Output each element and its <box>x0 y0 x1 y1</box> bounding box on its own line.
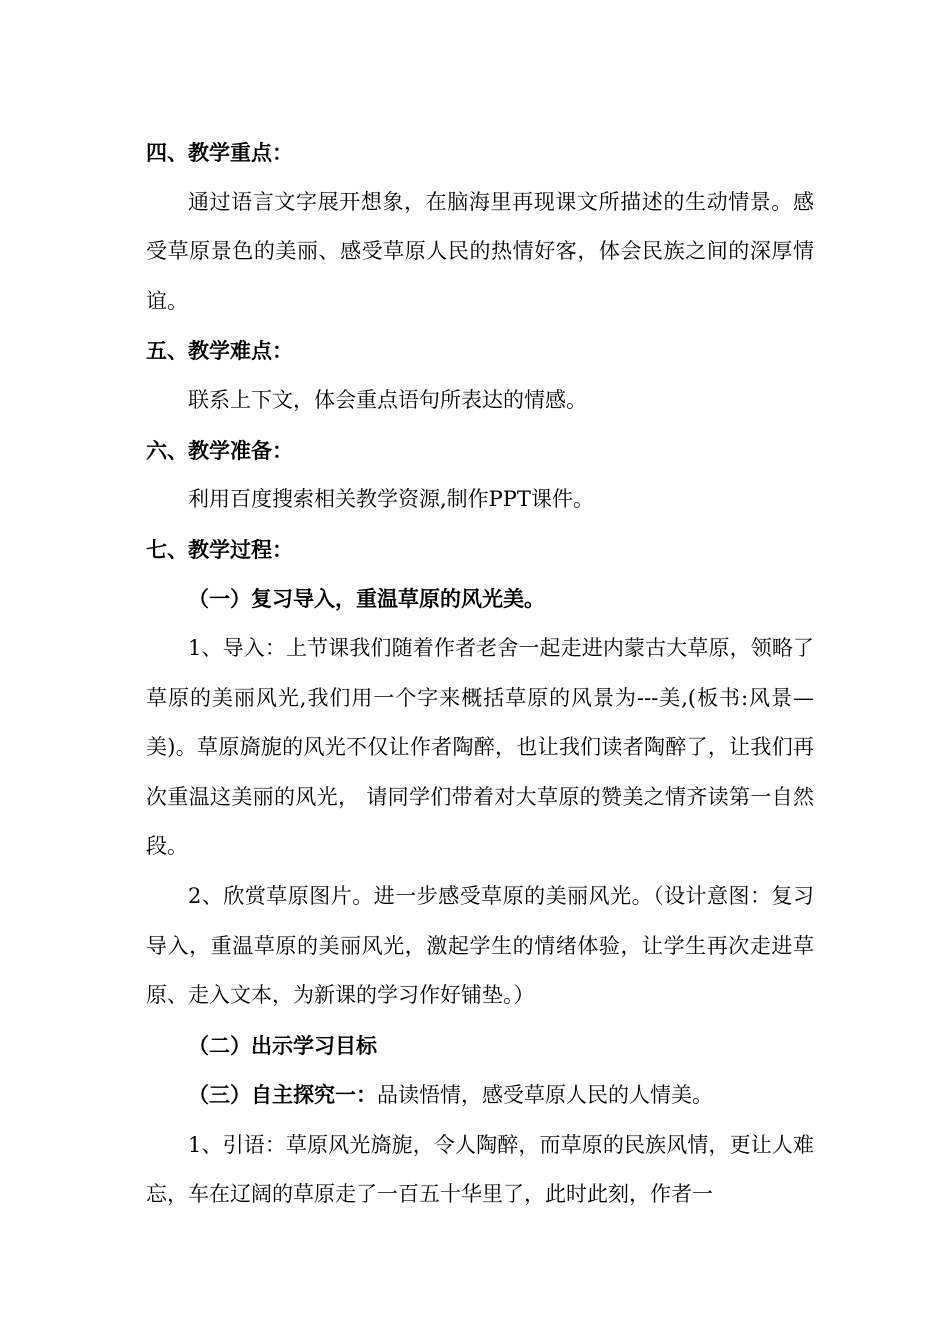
heading-teaching-preparation: 六、教学准备： <box>146 437 293 463</box>
process-step1-text: 1、导入：上节课我们随着作者老舍一起走进内蒙古大草原，领略了草原的美丽风光,我们用一个字来概括草原的风景为---美,(板书:风景—美)。草原旖旎的风光不仅让作者陶醉，也让我们读者陶醉了，让我们再次重温这美丽的风光， 请同学们带着对大草原的赞美之情齐读第一自然段。 <box>146 635 814 859</box>
teaching-preparation-text: 利用百度搜索相关教学资源,制作PPT课件。 <box>188 487 594 512</box>
process-part2-title: （二）出示学习目标 <box>188 1032 377 1058</box>
process-step3-text: 1、引语：草原风光旖旎，令人陶醉，而草原的民族风情，更让人难忘，车在辽阔的草原走了一百五十华里了，此时此刻，作者一 <box>146 1132 814 1207</box>
process-part1-title: （一）复习导入，重温草原的风光美。 <box>188 586 545 612</box>
heading-teaching-difficulty: 五、教学难点： <box>146 338 293 364</box>
process-part3-rest: 品读悟情，感受草原人民的人情美。 <box>377 1083 713 1108</box>
heading-teaching-focus: 四、教学重点： <box>146 140 293 165</box>
document-body <box>146 128 814 1220</box>
teaching-difficulty-text: 联系上下文，体会重点语句所表达的情感。 <box>188 387 587 412</box>
process-part3-title: （三）自主探究一： <box>188 1082 377 1108</box>
teaching-focus-text: 通过语言文字展开想象，在脑海里再现课文所描述的生动情景。感受草原景色的美丽、感受草原人民的热情好客，体会民族之间的深厚情谊。 <box>146 189 814 313</box>
heading-teaching-process: 七、教学过程： <box>146 536 293 562</box>
process-step2-text: 2、欣赏草原图片。进一步感受草原的美丽风光。（设计意图：复习导入，重温草原的美丽风光，激起学生的情绪体验，让学生再次走进草原、走入文本，为新课的学习作好铺垫。） <box>146 883 814 1008</box>
process-part3-line <box>146 1070 814 1121</box>
